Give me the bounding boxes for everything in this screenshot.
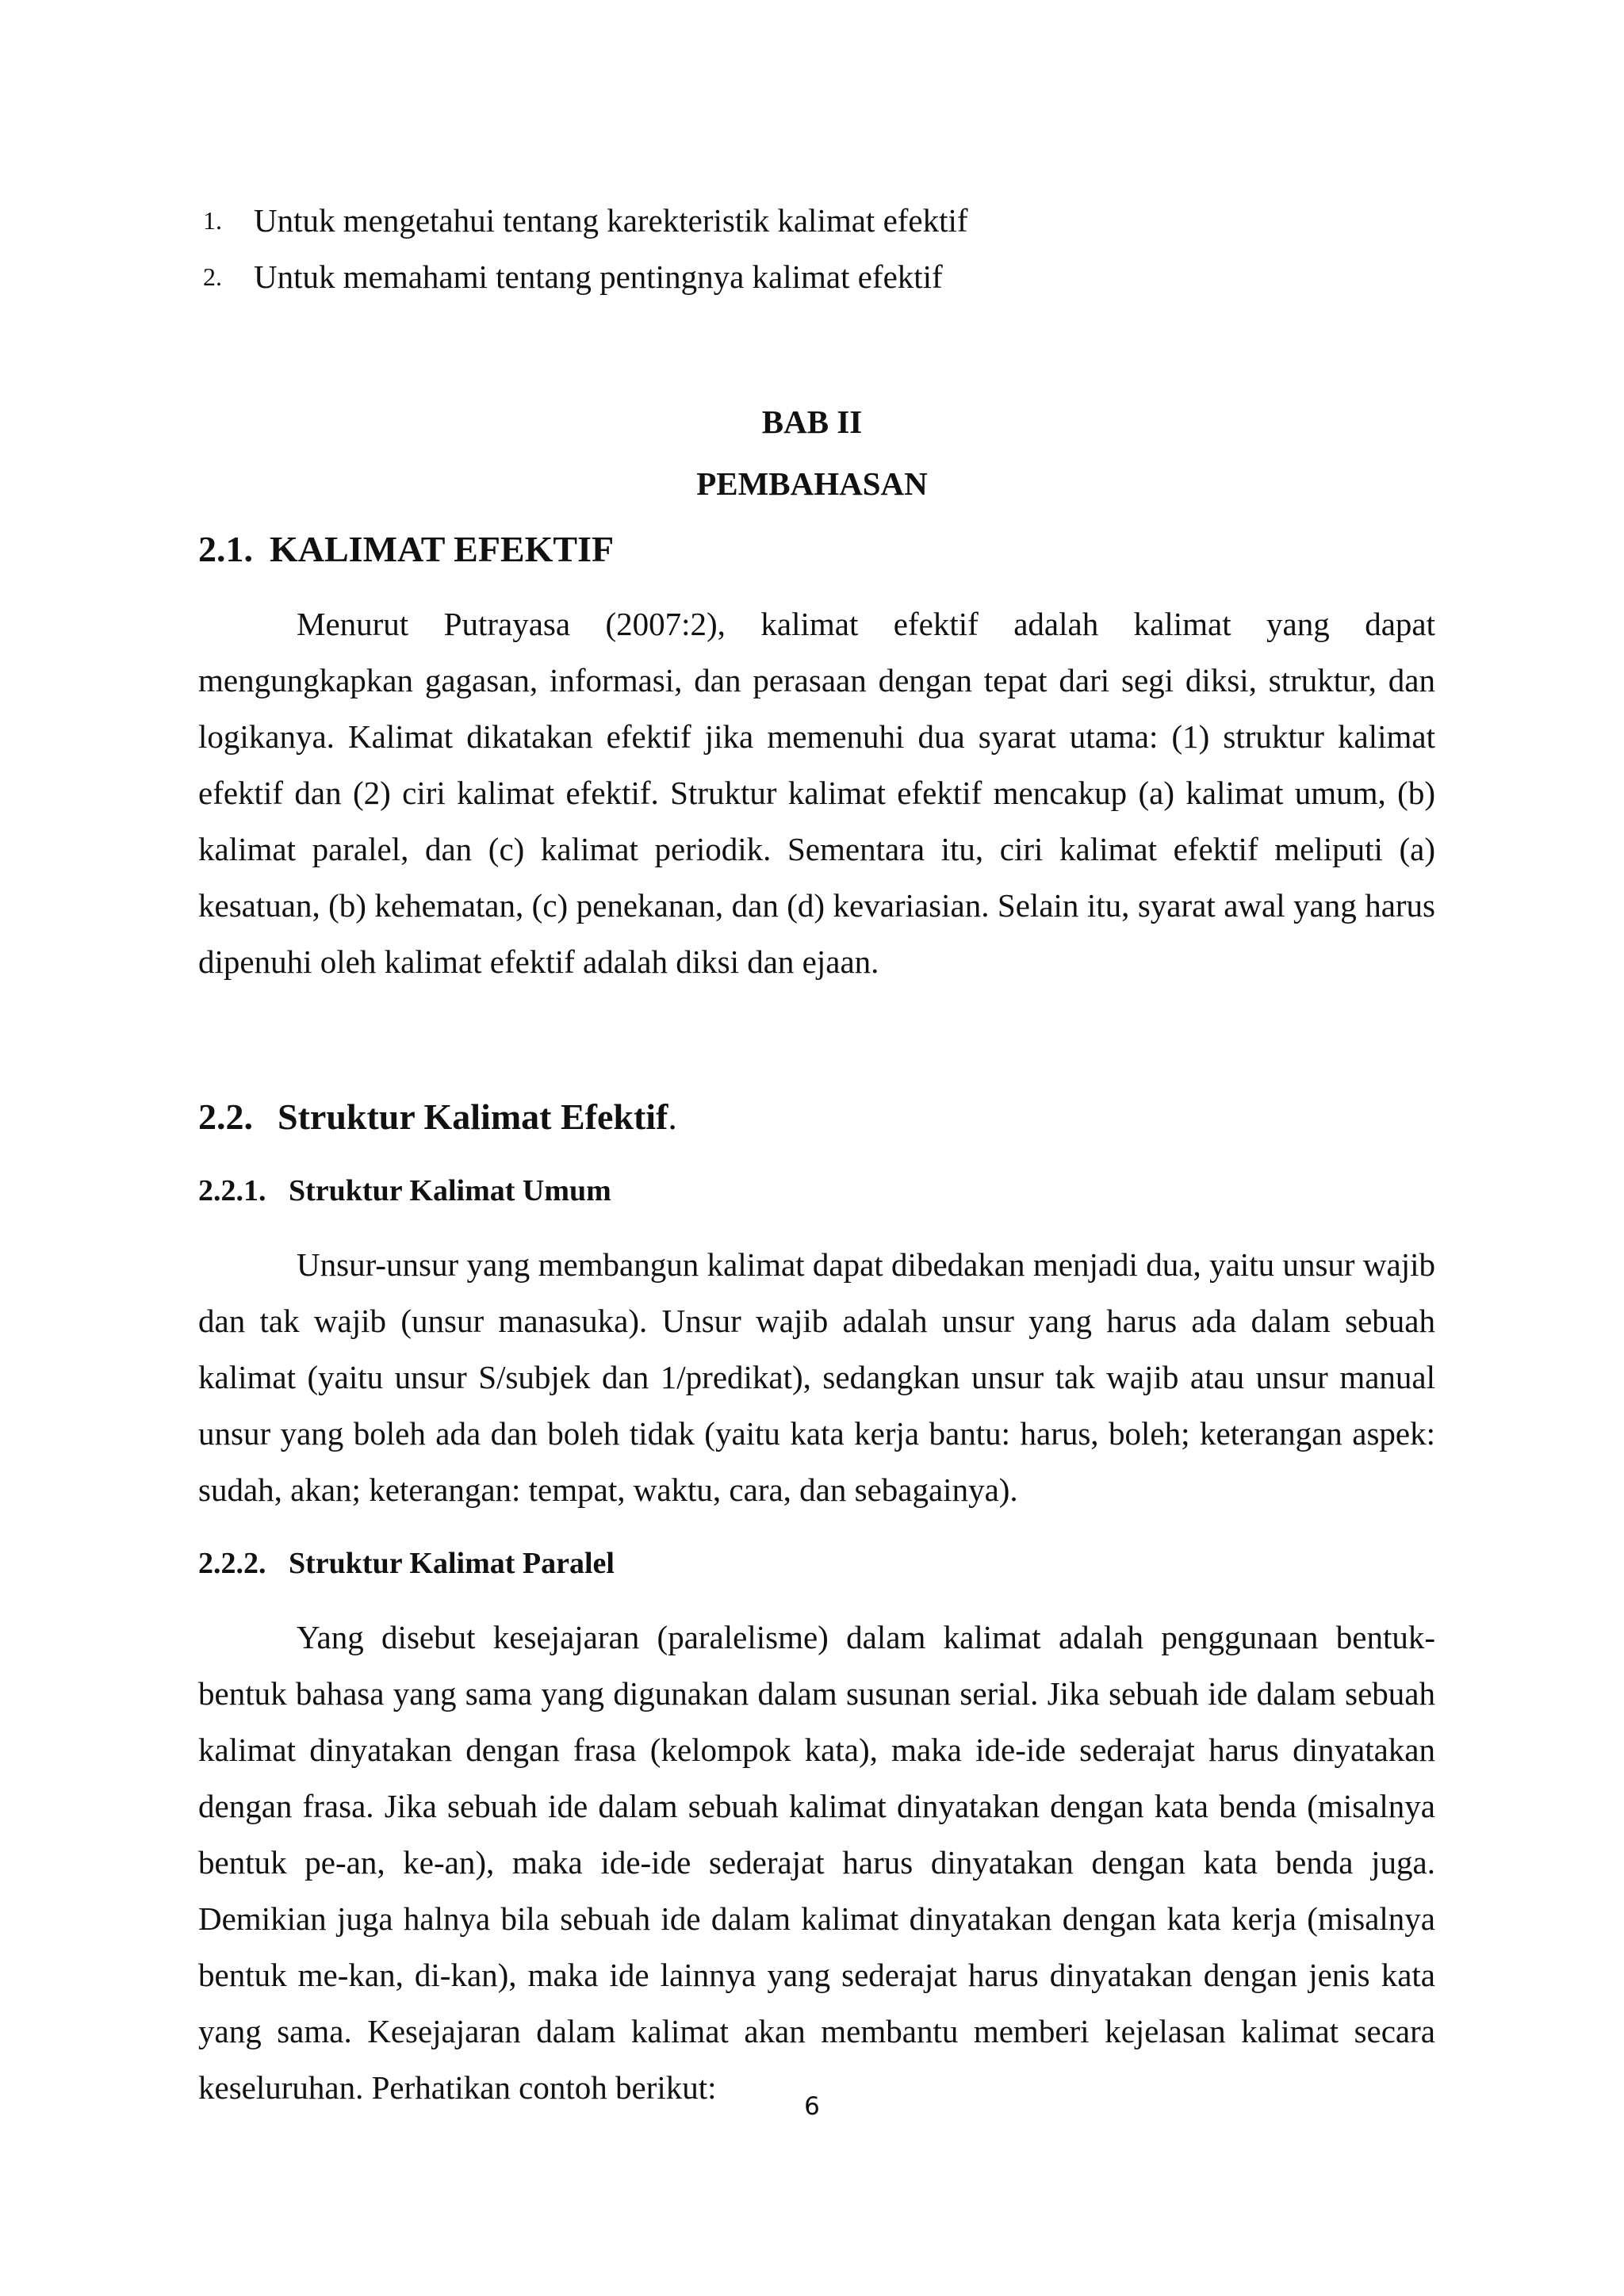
subsection-title: Struktur Kalimat Umum: [289, 1174, 611, 1207]
list-item-number: 1.: [203, 206, 222, 235]
list-item-number: 2.: [203, 262, 222, 291]
chapter-number: BAB II: [761, 404, 863, 440]
paragraph-kalimat-efektif: Menurut Putrayasa (2007:2), kalimat efektif adalah kalimat yang dapat mengungkapkan gagasan, informasi, dan perasaan dengan tepat dari segi diksi, struktur, dan logikanya. Kalimat dikatakan efektif jika memenuhi dua syarat utama: (1) struktur kalimat efektif dan (2) ciri kalimat efektif. Struktur kalimat efektif mencakup (a) kalimat umum, (b) kalimat paralel, dan (c) kalimat periodik. Sementara itu, ciri kalimat efektif meliputi (a) kesatuan, (b) kehematan, (c) penekanan, dan (d) kevariasian. Selain itu, syarat awal yang harus dipenuhi oleh kalimat efektif adalah diksi dan ejaan.: [198, 606, 1435, 980]
section-title: Struktur Kalimat Efektif: [278, 1096, 668, 1137]
section-number: 2.2.: [198, 1096, 253, 1137]
paragraph-kalimat-umum: Unsur-unsur yang membangun kalimat dapat dibedakan menjadi dua, yaitu unsur wajib dan tak wajib (unsur manasuka). Unsur wajib adalah unsur yang harus ada dalam sebuah kalimat (yaitu unsur S/subjek dan 1/predikat), sedangkan unsur tak wajib atau unsur manual unsur yang boleh ada dan boleh tidak (yaitu kata kerja bantu: harus, boleh; keterangan aspek: sudah, akan; keterangan: tempat, waktu, cara, dan sebagainya).: [198, 1246, 1435, 1508]
list-item: [203, 193, 1440, 249]
section-title-period: .: [668, 1096, 677, 1137]
chapter-title: PEMBAHASAN: [696, 465, 928, 502]
list-item-text: Untuk mengetahui tentang karekteristik kalimat efektif: [254, 202, 968, 239]
page-number: 6: [804, 2092, 820, 2121]
paragraph-kalimat-paralel: Yang disebut kesejajaran (paralelisme) dalam kalimat adalah penggunaan bentuk-bentuk bahasa yang sama yang digunakan dalam susunan serial. Jika sebuah ide dalam sebuah kalimat dinyatakan dengan frasa (kelompok kata), maka ide-ide sederajat harus dinyatakan dengan frasa. Jika sebuah ide dalam sebuah kalimat dinyatakan dengan kata benda (misalnya bentuk pe-an, ke-an), maka ide-ide sederajat harus dinyatakan dengan kata benda juga. Demikian juga halnya bila sebuah ide dalam kalimat dinyatakan dengan kata kerja (misalnya bentuk me-kan, di-kan), maka ide lainnya yang sederajat harus dinyatakan dengan jenis kata yang sama. Kesejajaran dalam kalimat akan membantu memberi kejelasan kalimat secara keseluruhan. Perhatikan contoh berikut:: [198, 1619, 1435, 2106]
list-item: [203, 249, 1440, 305]
subsection-title: Struktur Kalimat Paralel: [289, 1547, 615, 1580]
list-item-text: Untuk memahami tentang pentingnya kalimat efektif: [254, 258, 943, 295]
subsection-heading-2-2-2: [198, 1540, 615, 1587]
subsection-number: 2.2.1.: [198, 1174, 266, 1207]
objectives-list: [203, 193, 1440, 305]
section-number: 2.1.: [198, 529, 253, 569]
section-heading-2-2: [198, 1089, 677, 1145]
section-title: KALIMAT EFEKTIF: [270, 529, 615, 569]
section-heading-2-1: [198, 522, 614, 577]
subsection-heading-2-2-1: [198, 1167, 611, 1215]
subsection-number: 2.2.2.: [198, 1547, 266, 1580]
